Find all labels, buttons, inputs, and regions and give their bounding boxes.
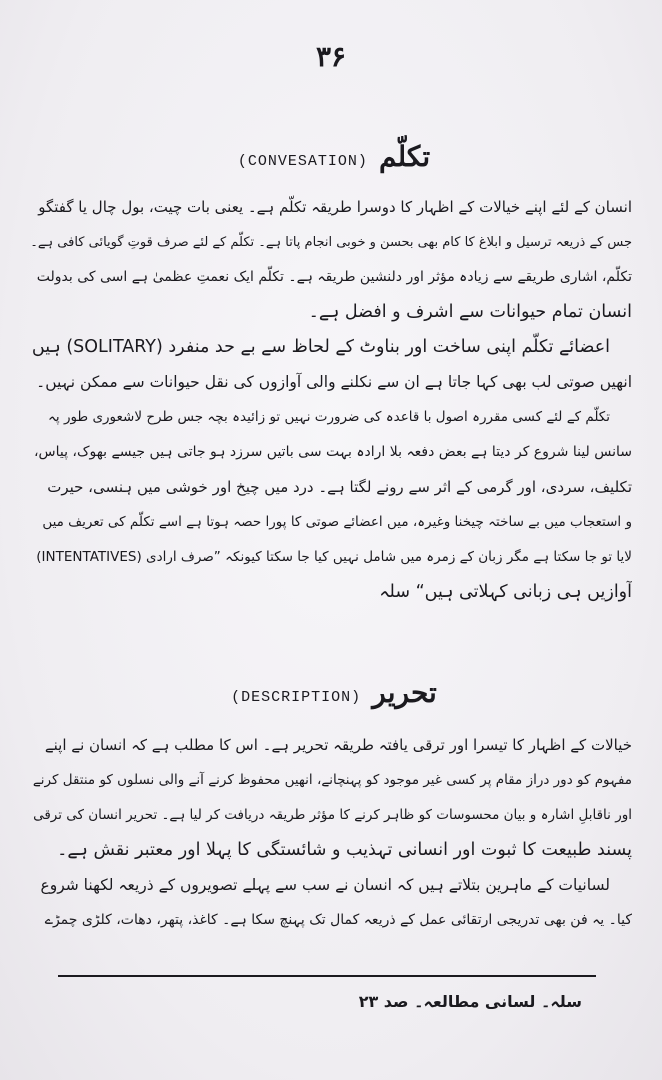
page-number: ۳۶ — [315, 40, 347, 73]
text-line: و استعجاب میں بے ساختہ چیخنا وغیرہ، میں اعضائے صوتی کا پورا حصہ ہوتا ہے اسے تکلّم کی تعریف میں — [42, 514, 632, 530]
footnote: سلہ۔ لسانی مطالعہ۔ صد ۲۳ — [358, 992, 582, 1011]
text-line: مفہوم کو دور دراز مقام پر کسی غیر موجود کو پہنچانے، انھیں محفوظ کرنے آنے والی نسلوں کو منتقل کرنے — [32, 772, 632, 788]
footnote-divider — [58, 975, 596, 977]
section-body-description — [30, 728, 632, 938]
text-line: اعضائے تکلّم اپنی ساخت اور بناوٹ کے لحاظ سے بے حد منفرد (SOLITARY) ہیں — [31, 337, 610, 357]
section-title-urdu: تکلّم — [378, 140, 431, 173]
text-line: تکلیف، سردی، اور گرمی کے اثر سے رونے لگتا ہے۔ درد میں چیخ اور خوشی میں ہنسی، حیرت — [47, 478, 632, 496]
text-line: خیالات کے اظہار کا تیسرا اور ترقی یافتہ طریقہ تحریر ہے۔ اس کا مطلب ہے کہ انسان نے اپنے — [44, 736, 632, 754]
section-title-english: (DESCRIPTION) — [231, 689, 362, 706]
text-line: آوازیں ہی زبانی کہلاتی ہیں“ سلہ — [379, 582, 632, 602]
section-heading-description — [0, 676, 662, 709]
text-line: سانس لینا شروع کر دیتا ہے بعض دفعہ بلا ارادہ بہت سی باتیں سرزد ہو جاتی ہیں جیسے بھوک، پیاس، — [33, 444, 632, 460]
text-line: انسان تمام حیوانات سے اشرف و افضل ہے۔ — [308, 302, 632, 322]
text-line: تکلّم، اشاری طریقے سے زیادہ مؤثر اور دلنشین طریقہ ہے۔ تکلّم ایک نعمتِ عظمیٰ ہے اسی کی بدولت — [36, 269, 632, 285]
section-title-english: (CONVESATION) — [237, 153, 368, 170]
text-line: لایا تو جا سکتا ہے مگر زبان کے زمرہ میں شامل نہیں کیا جا سکتا کیونکہ ”صرف ارادی (INTENTATIVES) — [36, 549, 632, 565]
text-line: پسند طبیعت کا ثبوت اور انسانی تہذیب و شائستگی کا پہلا اور معتبر نقش ہے۔ — [57, 840, 632, 860]
section-title-urdu: تحریر — [372, 676, 437, 709]
text-line: اور ناقابلِ اشارہ و بیان محسوسات کو ظاہر کرنے کا مؤثر طریقہ دریافت کر لیا ہے۔ تحریر انسان کی ترقی — [33, 807, 632, 823]
text-line: انھیں صوتی لب بھی کہا جاتا ہے ان سے نکلنے والی آوازوں کی نقل حیوانات سے ممکن نہیں۔ — [36, 373, 632, 391]
section-heading-conversation — [0, 140, 662, 173]
text-line: جس کے ذریعہ ترسیل و ابلاغ کا کام بھی بحسن و خوبی انجام پاتا ہے۔ تکلّم کے لئے صرف قوتِ گویائی کافی ہے۔ — [30, 235, 632, 250]
text-line: تکلّم کے لئے کسی مقررہ اصول با قاعدہ کی ضرورت نہیں تو زائیدہ بچہ جس طرح لاشعوری طور پہ — [47, 409, 610, 425]
text-line: کیا۔ یہ فن بھی تدریجی ارتقائی عمل کے ذریعہ کمال تک پہنچ سکا ہے۔ کاغذ، پتھر، دھات، کلڑی چمڑے — [44, 912, 632, 928]
section-body-conversation — [30, 190, 632, 610]
text-line: لسانیات کے ماہرین بتلاتے ہیں کہ انسان نے سب سے پہلے تصویروں کے ذریعہ لکھنا شروع — [40, 876, 610, 894]
text-line: انسان کے لئے اپنے خیالات کے اظہار کا دوسرا طریقہ تکلّم ہے۔ یعنی بات چیت، بول چال یا گفتگو — [38, 198, 632, 216]
